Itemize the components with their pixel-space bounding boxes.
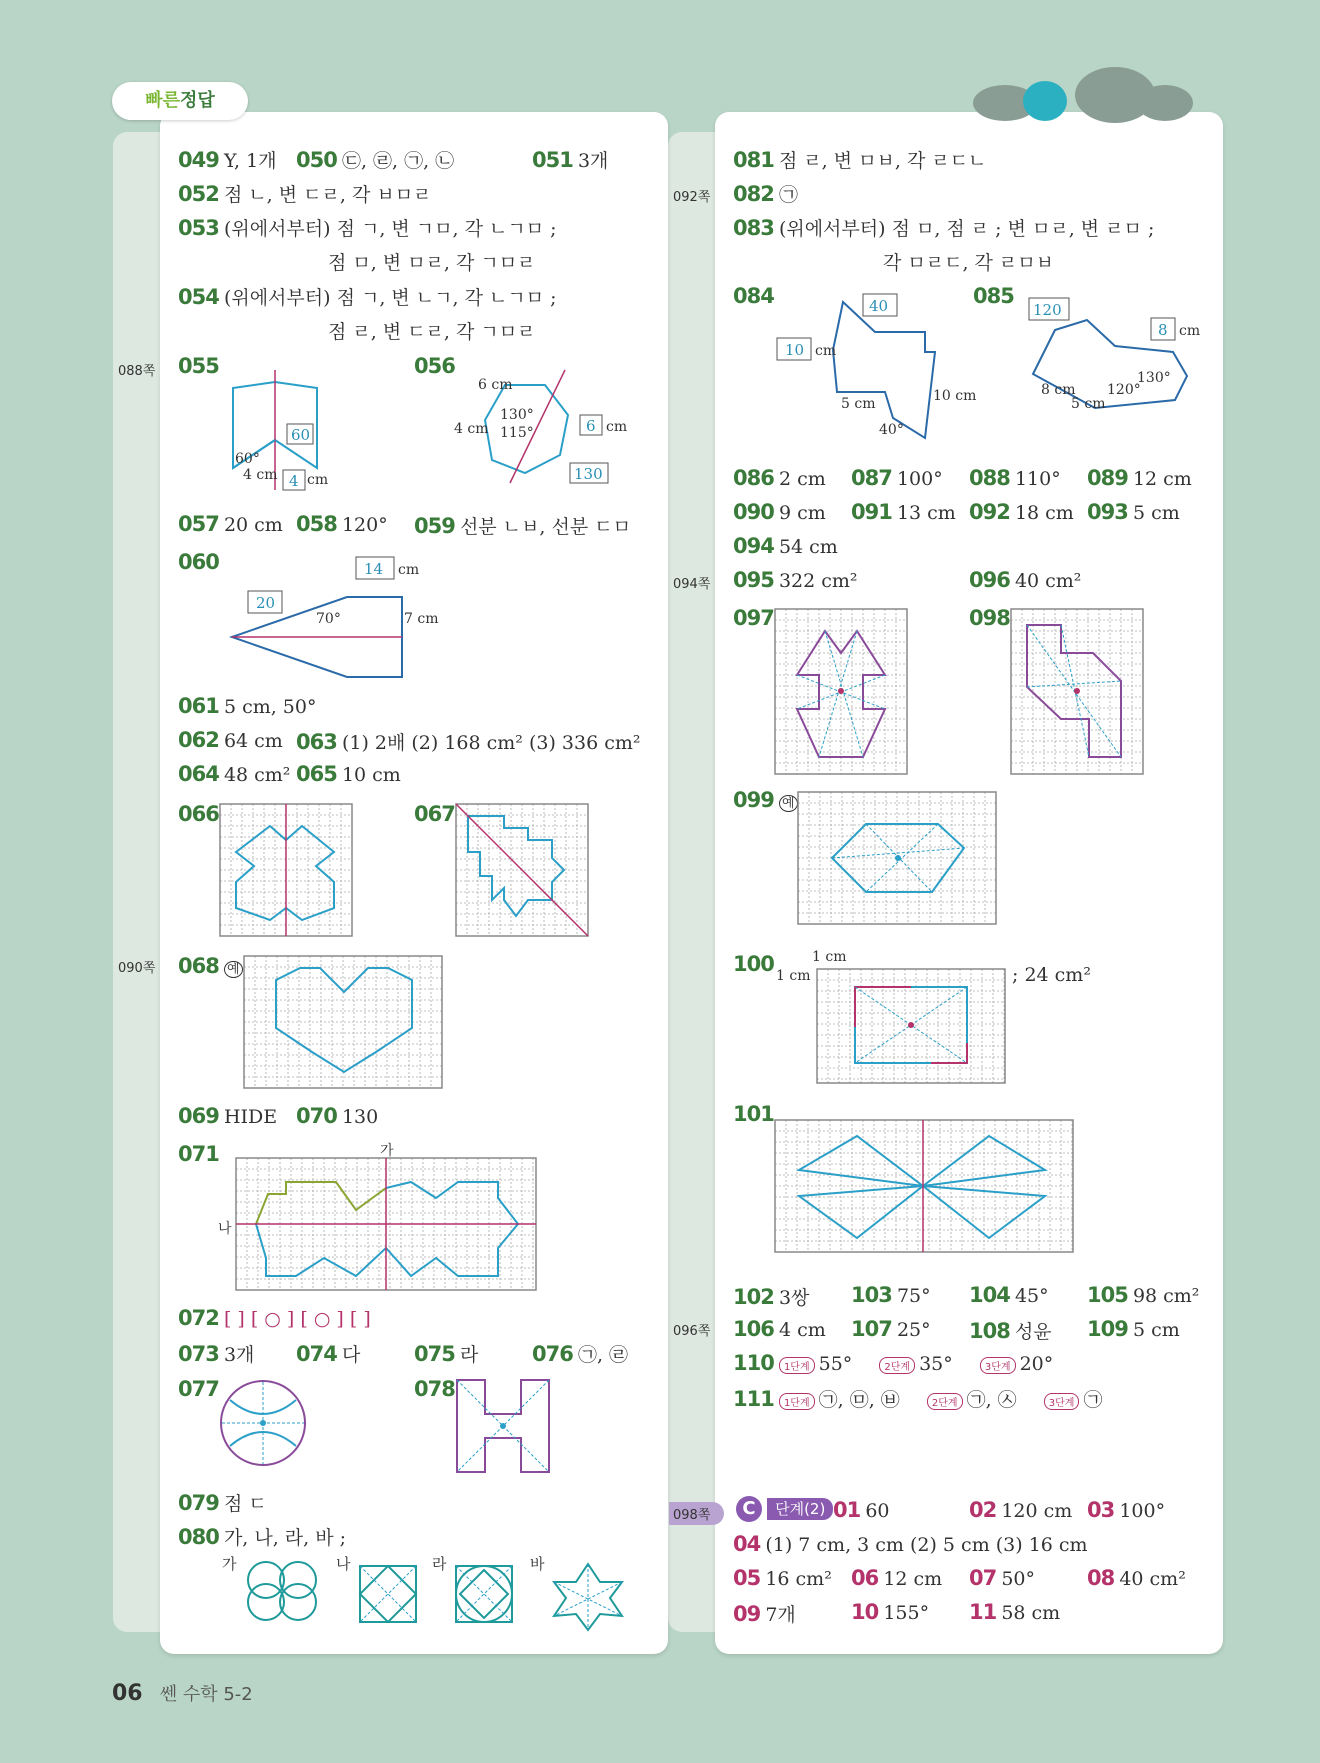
answer-069 [178,1104,277,1128]
answer-087 [851,466,943,490]
q-number: 107 [851,1317,892,1341]
fig085-l2: 5 cm [1071,396,1106,412]
q-answer: 3쌍 [778,1287,810,1309]
answer-072 [178,1306,371,1330]
q-number: 067 [414,802,455,826]
step-badge: 2단계 [927,1393,963,1410]
answer-083 [733,214,1154,241]
answer-095 [733,568,858,592]
q-answer: 라 [459,1344,479,1366]
answer-c11 [969,1600,1060,1624]
q-number: 092 [969,500,1010,524]
q-answer: 40 cm² [1014,570,1082,592]
q-number: 056 [414,354,455,378]
q-answer: 각 ㅁㄹㄷ, 각 ㄹㅁㅂ [883,252,1054,274]
answer-056 [414,354,455,378]
fig080-label-2: 나 [336,1555,351,1573]
q-number: 052 [178,182,219,206]
q-number: 057 [178,512,219,536]
page-ref-098: 098쪽 [669,1502,724,1525]
answer-071 [178,1142,219,1166]
q-number: 101 [733,1102,774,1126]
step-badge: 3단계 [980,1357,1016,1374]
q-answer: 75° [896,1285,931,1307]
q-answer: ; 24 cm² [1012,964,1091,986]
header-badge-b: 정답 [180,90,215,111]
figure-056 [450,365,640,495]
answer-064 [178,762,290,786]
figure-101 [775,1120,1073,1252]
q-number: 10 [851,1600,879,1624]
answer-054-line2 [328,317,535,344]
q-answer: 점 ㅁ, 변 ㅁㄹ, 각 ㄱㅁㄹ [328,252,536,274]
answer-050 [296,146,454,173]
stage-c-icon: C [736,1496,762,1522]
q-answer: ㉠ [1083,1389,1103,1411]
q-number: 094 [733,534,774,558]
step-badge: 1단계 [779,1357,815,1374]
q-number: 066 [178,802,219,826]
answer-107 [851,1317,931,1341]
answer-100-value [1012,964,1091,986]
answer-075 [414,1340,478,1367]
q-answer: 58 cm [1001,1602,1061,1624]
answer-065 [296,762,401,786]
q-number: 104 [969,1283,1010,1307]
figure-080 [238,1560,638,1630]
q-number: 02 [969,1498,997,1522]
step-badge: 3단계 [1044,1393,1080,1410]
q-answer: 120 cm [1001,1500,1073,1522]
q-number: 049 [178,148,219,172]
q-answer: 20° [1019,1353,1054,1375]
q-answer: 3개 [577,150,609,172]
q-number: 086 [733,466,774,490]
q-answer: ㉠, ㉤, ㉥ [818,1389,900,1411]
q-number: 064 [178,762,219,786]
answer-090 [733,500,826,524]
answer-063 [296,728,640,755]
answer-110 [733,1351,1053,1375]
page-ref-092: 092쪽 [673,190,711,205]
answer-097 [733,606,774,630]
fig084-l1: 5 cm [841,396,876,412]
q-number: 088 [969,466,1010,490]
answer-c05 [733,1566,832,1590]
q-number: 04 [733,1532,761,1556]
figure-078 [455,1378,551,1474]
q-answer: 10 cm [341,764,401,786]
step-badge: 1단계 [779,1393,815,1410]
fig060-box2: 20 [256,594,276,612]
fig085-cm: cm [1179,323,1201,339]
q-answer: 가, 나, 라, 바 ; [223,1527,347,1549]
q-answer: 2 cm [778,468,826,490]
q-number: 093 [1087,500,1128,524]
q-number: 069 [178,1104,219,1128]
q-answer: 점 ㄹ, 변 ㅁㅂ, 각 ㄹㄷㄴ [778,150,987,172]
answer-082 [733,180,798,207]
q-answer: 13 cm [896,502,956,524]
fig084-box1: 40 [869,297,889,315]
q-number: 062 [178,728,219,752]
answer-084 [733,284,774,308]
q-number: 078 [414,1377,455,1401]
q-answer: 5 cm, 50° [223,696,317,718]
answer-060 [178,550,219,574]
answer-049 [178,146,277,173]
q-answer: Y, 1개 [223,150,277,172]
q-answer: (위에서부터) 점 ㄱ, 변 ㄴㄱ, 각 ㄴㄱㅁ ; [223,287,557,309]
figure-085 [1025,290,1215,420]
q-number: 096 [969,568,1010,592]
answer-100 [733,952,774,976]
answer-051 [532,146,608,173]
answer-c06 [851,1566,942,1590]
q-answer: 100° [896,468,943,490]
q-answer: 선분 ㄴㅂ, 선분 ㄷㅁ [459,516,631,538]
q-number: 102 [733,1285,774,1309]
answer-054 [178,283,556,310]
q-answer: 점 ㄴ, 변 ㄷㄹ, 각 ㅂㅁㄹ [223,184,432,206]
header-badge [112,82,248,120]
answer-099 [733,788,798,812]
page-ref-094: 094쪽 [673,577,711,592]
q-number: 063 [296,730,337,754]
fig055-box1: 60 [291,426,311,444]
answer-103 [851,1283,931,1307]
q-answer: 322 cm² [778,570,858,592]
q-answer: 100° [1119,1500,1166,1522]
q-number: 07 [969,1566,997,1590]
fig055-deg: 60° [235,451,260,467]
answer-067 [414,802,455,826]
q-number: 072 [178,1306,219,1330]
fig056-cm: cm [606,419,628,435]
q-answer: 120° [341,514,388,536]
q-number: 08 [1087,1566,1115,1590]
header-badge-a: 빠른 [145,90,180,111]
q-number: 053 [178,216,219,240]
fig100-l1: 1 cm [812,949,847,965]
answer-105 [1087,1283,1199,1307]
q-answer: 5 cm [1132,1319,1180,1341]
step-badge: 2단계 [879,1357,915,1374]
q-number: 111 [733,1387,774,1411]
answer-088 [969,466,1061,490]
fig060-cm: cm [398,562,420,578]
q-number: 065 [296,762,337,786]
q-number: 089 [1087,466,1128,490]
q-answer: 12 cm [1132,468,1192,490]
answer-102 [733,1283,809,1310]
answer-074 [296,1340,360,1367]
q-number: 103 [851,1283,892,1307]
q-number: 080 [178,1525,219,1549]
fig084-box2: 10 [785,341,805,359]
fig085-l1: 8 cm [1041,382,1076,398]
answer-086 [733,466,826,490]
answer-104 [969,1283,1049,1307]
q-answer: ㉠, ㉣ [577,1344,629,1366]
q-number: 074 [296,1342,337,1366]
q-example: 예 [224,961,243,978]
answer-094 [733,534,838,558]
q-number: 11 [969,1600,997,1624]
q-number: 083 [733,216,774,240]
q-number: 085 [973,284,1014,308]
book-title: 쎈 수학 5-2 [159,1684,253,1705]
answer-083-line2 [883,248,1054,275]
fig056-l4: 115° [500,425,534,441]
figure-066 [220,804,352,936]
q-number: 100 [733,952,774,976]
q-answer: 48 cm² [223,764,291,786]
q-number: 109 [1087,1317,1128,1341]
q-number: 079 [178,1491,219,1515]
q-number: 075 [414,1342,455,1366]
q-answer: 60 [865,1500,890,1522]
q-answer: (1) 2배 (2) 168 cm² (3) 336 cm² [341,732,641,754]
answer-055 [178,354,219,378]
q-number: 097 [733,606,774,630]
fig100-l2: 1 cm [776,968,811,984]
q-number: 082 [733,182,774,206]
page-ref-090: 090쪽 [118,961,156,976]
answer-059 [414,512,631,539]
q-answer: HIDE [223,1106,278,1128]
q-answer: 50° [1001,1568,1036,1590]
answer-070 [296,1104,378,1128]
q-number: 050 [296,148,337,172]
answer-052 [178,180,431,207]
q-answer: 12 cm [883,1568,943,1590]
q-number: 081 [733,148,774,172]
answer-093 [1087,500,1180,524]
answer-106 [733,1317,826,1341]
q-answer: 16 cm² [765,1568,832,1590]
answer-085 [973,284,1014,308]
answer-111 [733,1385,1102,1412]
answer-c03 [1087,1498,1165,1522]
fig056-l2: 4 cm [454,421,489,437]
q-number: 01 [833,1498,861,1522]
q-answer: 성윤 [1014,1321,1052,1343]
answer-098 [969,606,1010,630]
answer-089 [1087,466,1192,490]
answer-c04 [733,1532,1088,1556]
page-number: 06 [112,1681,143,1706]
answer-c09 [733,1600,796,1627]
answer-c10 [851,1600,929,1624]
q-number: 06 [851,1566,879,1590]
q-number: 091 [851,500,892,524]
q-answer: 45° [1014,1285,1049,1307]
page-ref-096: 096쪽 [673,1324,711,1339]
fig080-label-1: 가 [222,1555,237,1573]
answer-081 [733,146,986,173]
answer-078 [414,1377,455,1401]
answer-c02 [969,1498,1072,1522]
q-answer: 20 cm [223,514,283,536]
answer-079 [178,1489,267,1516]
figure-068 [244,956,442,1088]
fig085-box1: 120 [1033,301,1062,319]
answer-108 [969,1317,1052,1344]
answer-066 [178,802,219,826]
q-answer: (위에서부터) 점 ㄱ, 변 ㄱㅁ, 각 ㄴㄱㅁ ; [223,218,557,240]
answer-076 [532,1340,628,1367]
q-answer: 다 [341,1344,361,1366]
answer-053-line2 [328,248,535,275]
q-answer: ㉢, ㉣, ㉠, ㉡ [341,150,455,172]
q-answer: ㉠, ㉦ [966,1389,1017,1411]
q-number: 073 [178,1342,219,1366]
answer-109 [1087,1317,1180,1341]
fig080-label-4: 바 [530,1555,545,1573]
q-example: 예 [779,795,798,812]
q-answer: 55° [818,1353,853,1375]
q-number: 095 [733,568,774,592]
q-answer: 25° [896,1319,931,1341]
q-answer: 9 cm [778,502,826,524]
q-answer: 18 cm [1014,502,1074,524]
figure-067 [456,804,588,936]
q-answer: 35° [919,1353,953,1375]
fig056-box1: 6 [586,417,596,435]
fig056-box2: 130 [574,465,603,483]
answer-061 [178,694,316,718]
footer [112,1680,253,1706]
q-answer: [ ] [ ○ ] [ ○ ] [ ] [223,1308,371,1330]
q-number: 108 [969,1319,1010,1343]
q-number: 058 [296,512,337,536]
answer-058 [296,512,388,536]
q-answer: 54 cm [778,536,838,558]
stage-label: 단계(2) [767,1498,833,1520]
answer-096 [969,568,1081,592]
figure-097 [775,609,907,774]
figure-071 [236,1158,536,1290]
figure-098 [1011,609,1143,774]
q-answer: 점 ㄷ [223,1493,267,1515]
fig055-cm2: cm [307,472,329,488]
q-number: 084 [733,284,774,308]
fig060-l1: 70° [316,611,341,627]
q-number: 076 [532,1342,573,1366]
figure-099 [798,792,996,924]
answer-080 [178,1523,346,1550]
fig056-l1: 6 cm [478,377,513,393]
answer-062 [178,728,283,752]
answer-073 [178,1340,254,1367]
fig055-cm1: 4 cm [243,467,278,483]
fig060-l2: 7 cm [404,611,439,627]
answer-057 [178,512,283,536]
figure-084 [775,290,985,440]
answer-c01 [833,1498,890,1522]
cloud-decoration-icon [965,65,1195,115]
stage-header [736,1496,833,1522]
q-answer: 110° [1014,468,1061,490]
q-number: 060 [178,550,219,574]
q-answer: 4 cm [778,1319,826,1341]
page-ref-088: 088쪽 [118,364,156,379]
answer-c07 [969,1566,1035,1590]
fig085-l3: 120° [1107,382,1141,398]
figure-100 [817,969,1005,1083]
fig071-label-ga: 가 [380,1143,394,1159]
q-number: 068 [178,954,219,978]
q-answer: 5 cm [1132,502,1180,524]
fig084-cm: cm [815,343,837,359]
q-answer: (위에서부터) 점 ㅁ, 점 ㄹ ; 변 ㅁㄹ, 변 ㄹㅁ ; [778,218,1155,240]
q-number: 03 [1087,1498,1115,1522]
figure-077 [218,1378,308,1468]
q-number: 059 [414,514,455,538]
q-number: 090 [733,500,774,524]
fig084-l3: 40° [879,422,904,438]
q-number: 087 [851,466,892,490]
q-number: 070 [296,1104,337,1128]
q-number: 051 [532,148,573,172]
q-answer: 7개 [765,1604,796,1626]
fig071-label-na: 나 [218,1221,232,1237]
fig060-box1: 14 [364,560,384,578]
fig080-label-3: 라 [432,1555,447,1573]
q-number: 105 [1087,1283,1128,1307]
fig084-l2: 10 cm [933,388,977,404]
q-number: 09 [733,1602,761,1626]
q-answer: 130 [341,1106,379,1128]
q-number: 110 [733,1351,774,1375]
answer-092 [969,500,1074,524]
q-answer: 3개 [223,1344,255,1366]
q-answer: (1) 7 cm, 3 cm (2) 5 cm (3) 16 cm [765,1534,1088,1556]
fig056-l3: 130° [500,407,534,423]
q-number: 106 [733,1317,774,1341]
q-answer: 64 cm [223,730,283,752]
q-answer: 40 cm² [1119,1568,1186,1590]
answer-077 [178,1377,219,1401]
figure-055 [225,360,355,495]
answer-091 [851,500,956,524]
q-answer: ㉠ [778,184,798,206]
answer-053 [178,214,556,241]
q-number: 05 [733,1566,761,1590]
answer-068 [178,954,243,978]
q-answer: 155° [883,1602,930,1624]
fig085-box2: 8 [1158,321,1168,339]
q-number: 077 [178,1377,219,1401]
q-number: 054 [178,285,219,309]
fig055-box2: 4 [289,472,299,490]
q-answer: 98 cm² [1132,1285,1200,1307]
answer-101 [733,1102,774,1126]
q-number: 099 [733,788,774,812]
q-number: 071 [178,1142,219,1166]
q-number: 061 [178,694,219,718]
answer-c08 [1087,1566,1186,1590]
figure-060 [222,555,462,685]
q-answer: 점 ㄹ, 변 ㄷㄹ, 각 ㄱㅁㄹ [328,321,536,343]
q-number: 098 [969,606,1010,630]
q-number: 055 [178,354,219,378]
fig085-l4: 130° [1137,370,1171,386]
